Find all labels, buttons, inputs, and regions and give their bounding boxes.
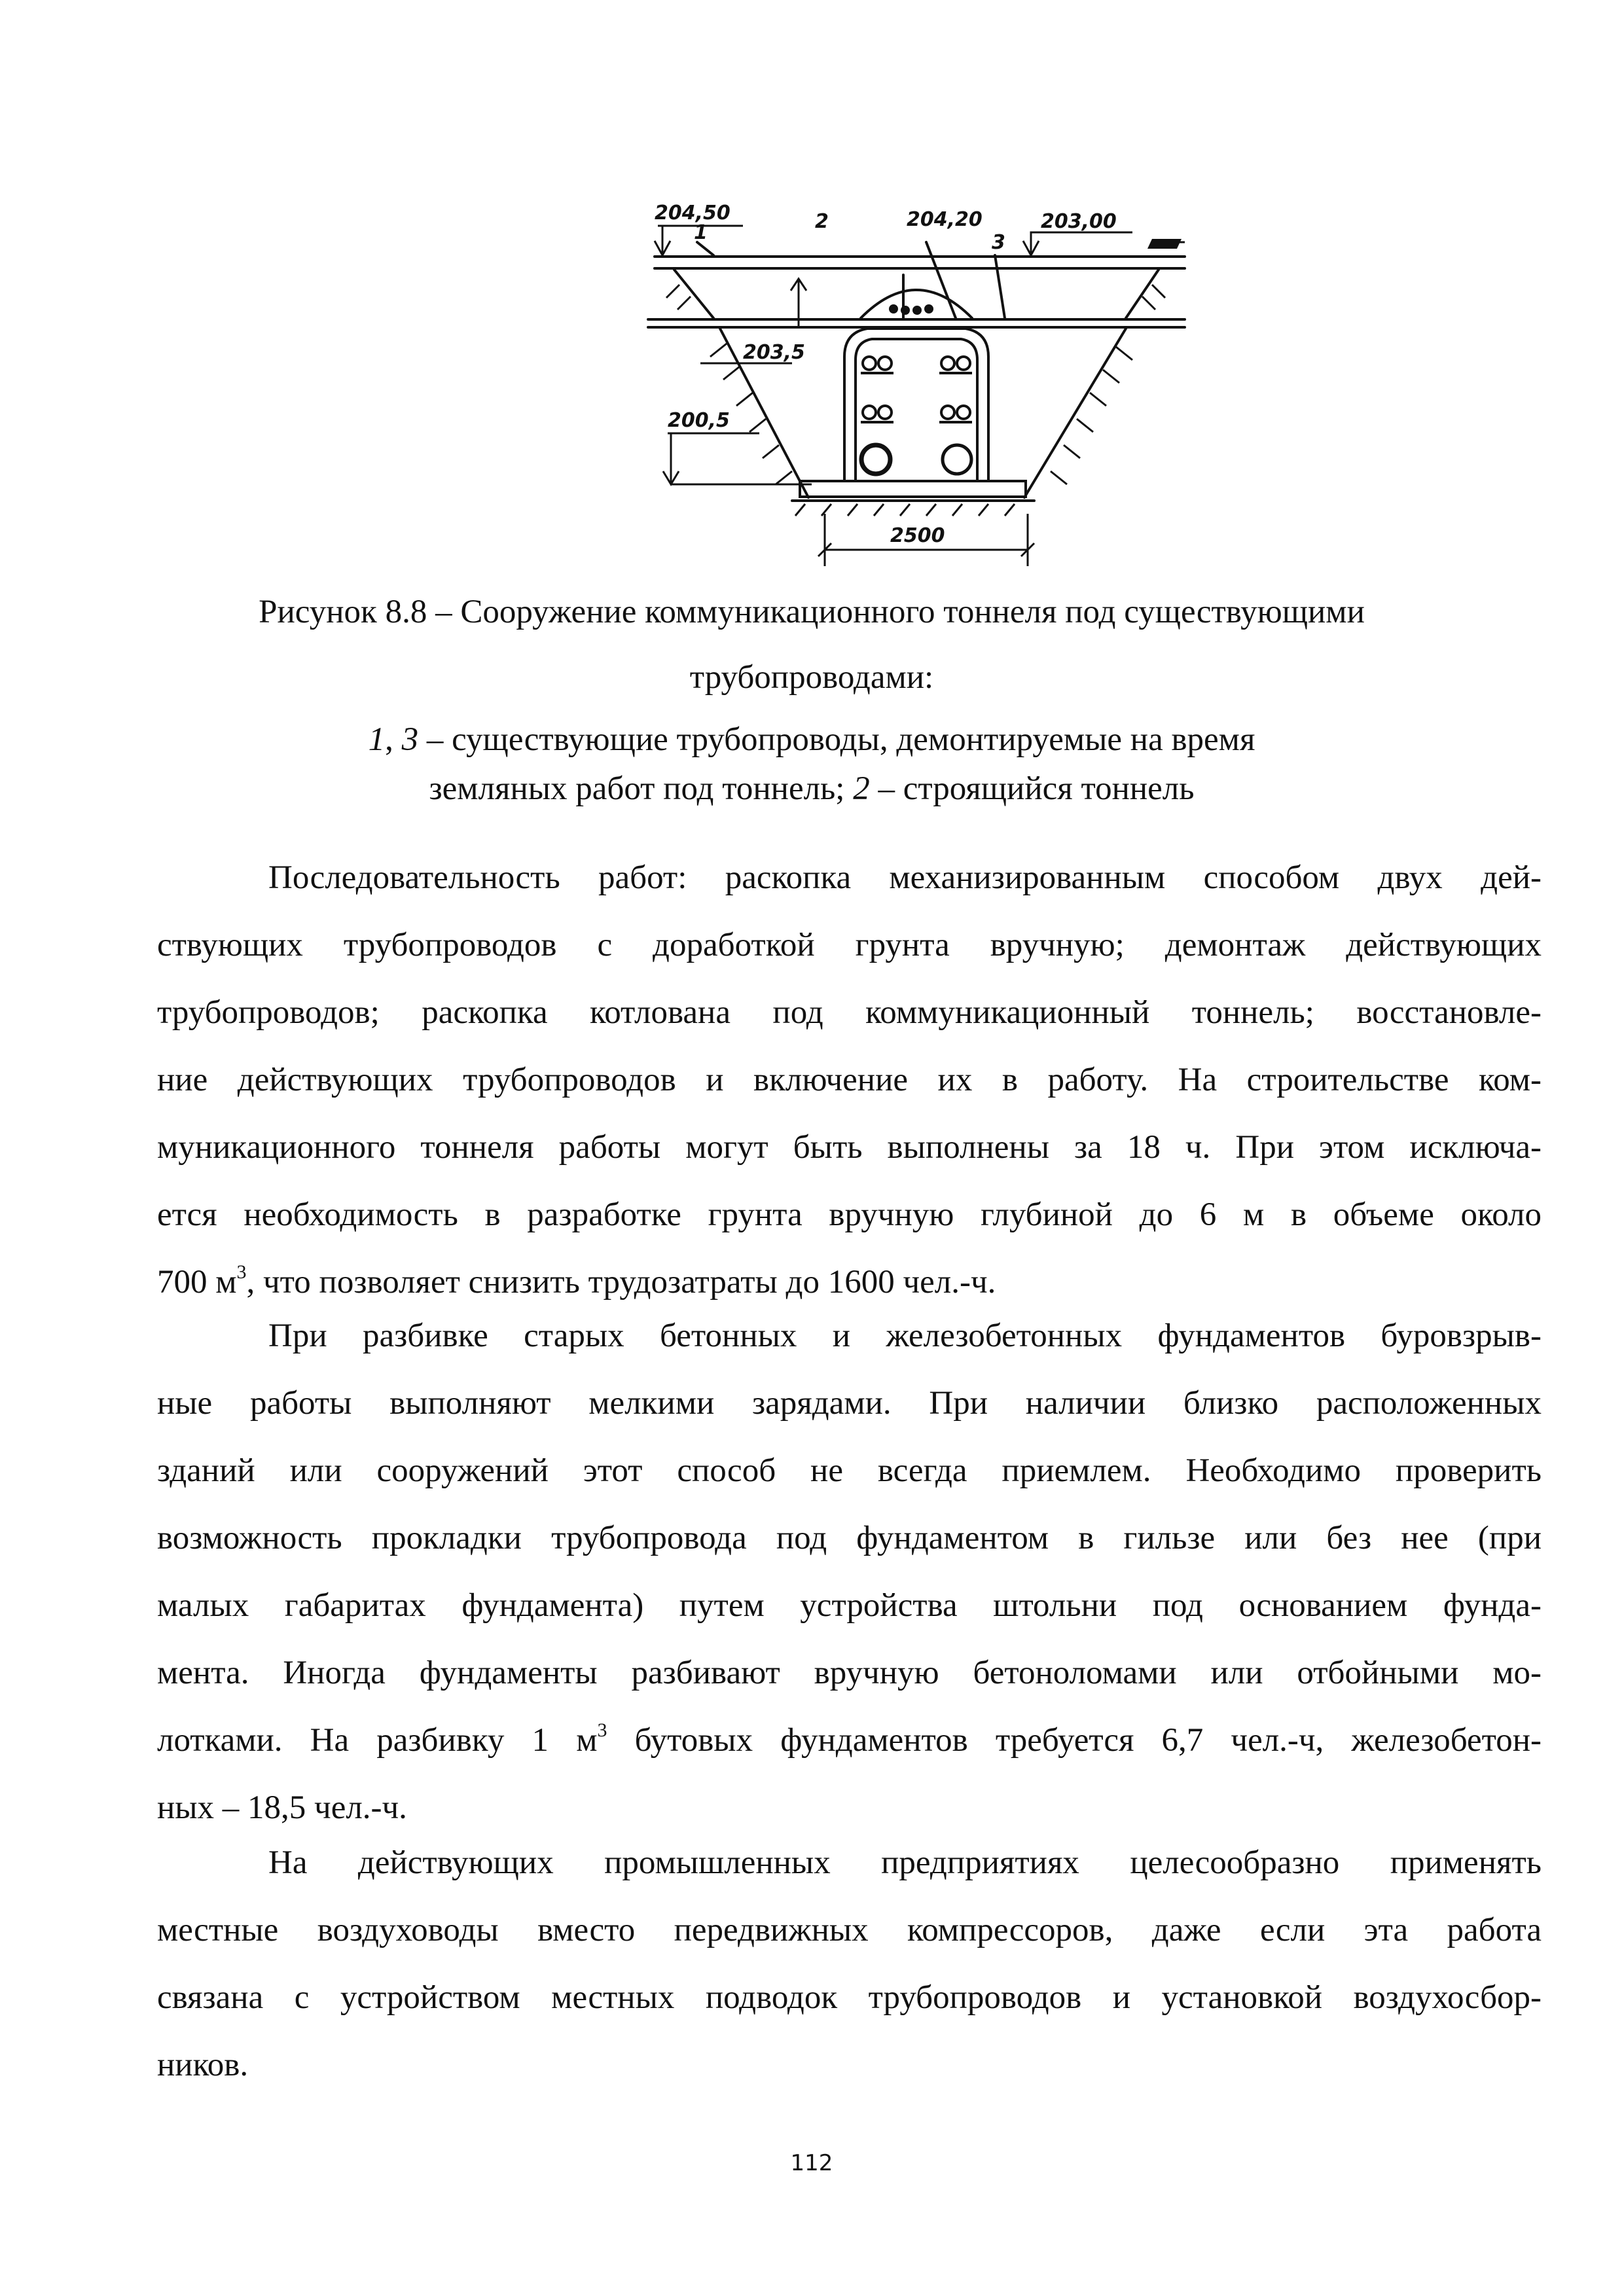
legend-num-3: 3 (401, 721, 419, 758)
callout-label-3: 3 (992, 231, 1005, 254)
superscript: 3 (597, 1719, 607, 1741)
text-fragment: бутовых фундаментов требуется 6,7 чел.-ч, железобетон- (607, 1722, 1542, 1759)
legend-sep: , (385, 721, 402, 758)
callout-label-2: 2 (815, 210, 829, 233)
paragraph-line: малых габаритах фундамента) путем устройства штольни под основанием фунда- (157, 1587, 1542, 1624)
level-label-203-00: 203,00 (1041, 210, 1117, 233)
tunnel-figure (628, 157, 1198, 576)
paragraph-line: связана с устройством местных подводок трубопроводов и установкой воздухосбор- (157, 1979, 1542, 2016)
paragraph-line: При разбивке старых бетонных и железобетонных фундаментов буровзрыв- (268, 1318, 1542, 1354)
tunnel-base-slab (800, 481, 1026, 497)
paragraph-line-last: ников. (157, 2047, 249, 2083)
paragraph-1 (157, 844, 1542, 1316)
text-fragment: 700 м (157, 1264, 237, 1300)
paragraph-line: муникационного тоннеля работы могут быть выполнены за 18 ч. При этом исключа- (157, 1129, 1542, 1166)
paragraph-line: трубопроводов; раскопка котлована под коммуникационный тоннель; восстановле- (157, 994, 1542, 1031)
legend-text-2-rest: – строящийся тоннель (869, 770, 1195, 807)
paragraph-line: возможность прокладки трубопровода под фундаментом в гильзе или без нее (при (157, 1520, 1542, 1556)
level-label-204-50: 204,50 (655, 202, 731, 224)
superscript: 3 (236, 1261, 247, 1283)
paragraph-line-last: ных – 18,5 чел.-ч. (157, 1789, 407, 1826)
tunnel-wall-outer (844, 329, 988, 481)
dimension-label-2500: 2500 (890, 524, 945, 547)
figure-caption-line-1: Рисунок 8.8 – Сооружение коммуникационного тоннеля под существующими (259, 594, 1365, 630)
paragraph-3 (157, 1829, 1542, 2099)
dome-pipes (889, 304, 933, 315)
page-number: 112 (790, 2150, 833, 2176)
tunnel-drawing (628, 157, 1198, 576)
paragraph-line: На действующих промышленных предприятиях целесообразно применять (268, 1844, 1542, 1881)
figure-caption-line-2: трубопроводами: (689, 659, 934, 696)
trench-slope-right (1024, 329, 1126, 497)
callout-leader-3 (995, 255, 1005, 318)
tunnel-pipes (861, 357, 972, 474)
figure-legend-line-1 (157, 720, 1466, 759)
ground-symbol (1147, 239, 1182, 249)
level-label-204-20: 204,20 (907, 208, 983, 231)
level-label-200-5: 200,5 (668, 409, 730, 432)
text-fragment: , что позволяет снизить трудозатраты до 1600 чел.-ч. (246, 1264, 996, 1300)
text-fragment: лотками. На разбивку 1 м (157, 1722, 598, 1759)
trench-slope-left-upper (674, 270, 713, 318)
figure-legend-line-2 (157, 769, 1466, 808)
level-label-203-5: 203,5 (743, 341, 805, 364)
paragraph-line: зданий или сооружений этот способ не всегда приемлем. Необходимо проверить (157, 1452, 1542, 1489)
paragraph-line (157, 1707, 1542, 1774)
paragraph-line: ствующих трубопроводов с доработкой грунта вручную; демонтаж действующих (157, 927, 1542, 963)
paragraph-line: мента. Иногда фундаменты разбивают вручную бетоноломами или отбойными мо- (157, 1655, 1542, 1691)
legend-text-2: земляных работ под тоннель; (429, 770, 854, 807)
level-markers (655, 226, 1185, 566)
legend-text-1: – существующие трубопроводы, демонтируемые на время (418, 721, 1255, 758)
legend-num-2: 2 (853, 770, 870, 807)
callout-leader-1 (697, 242, 713, 255)
legend-num-1: 1 (368, 721, 386, 758)
paragraph-line: Последовательность работ: раскопка механизированным способом двух дей- (268, 859, 1542, 896)
paragraph-line: местные воздуховоды вместо передвижных компрессоров, даже если эта работа (157, 1912, 1542, 1948)
paragraph-2 (157, 1302, 1542, 1842)
paragraph-line: ется необходимость в разработке грунта вручную глубиной до 6 м в объеме около (157, 1196, 1542, 1233)
trench-slope-right-upper (1126, 270, 1159, 318)
paragraph-line: ние действующих трубопроводов и включение их в работу. На строительстве ком- (157, 1062, 1542, 1098)
paragraph-line: ные работы выполняют мелкими зарядами. При наличии близко расположенных (157, 1385, 1542, 1422)
callout-label-1: 1 (694, 221, 708, 244)
